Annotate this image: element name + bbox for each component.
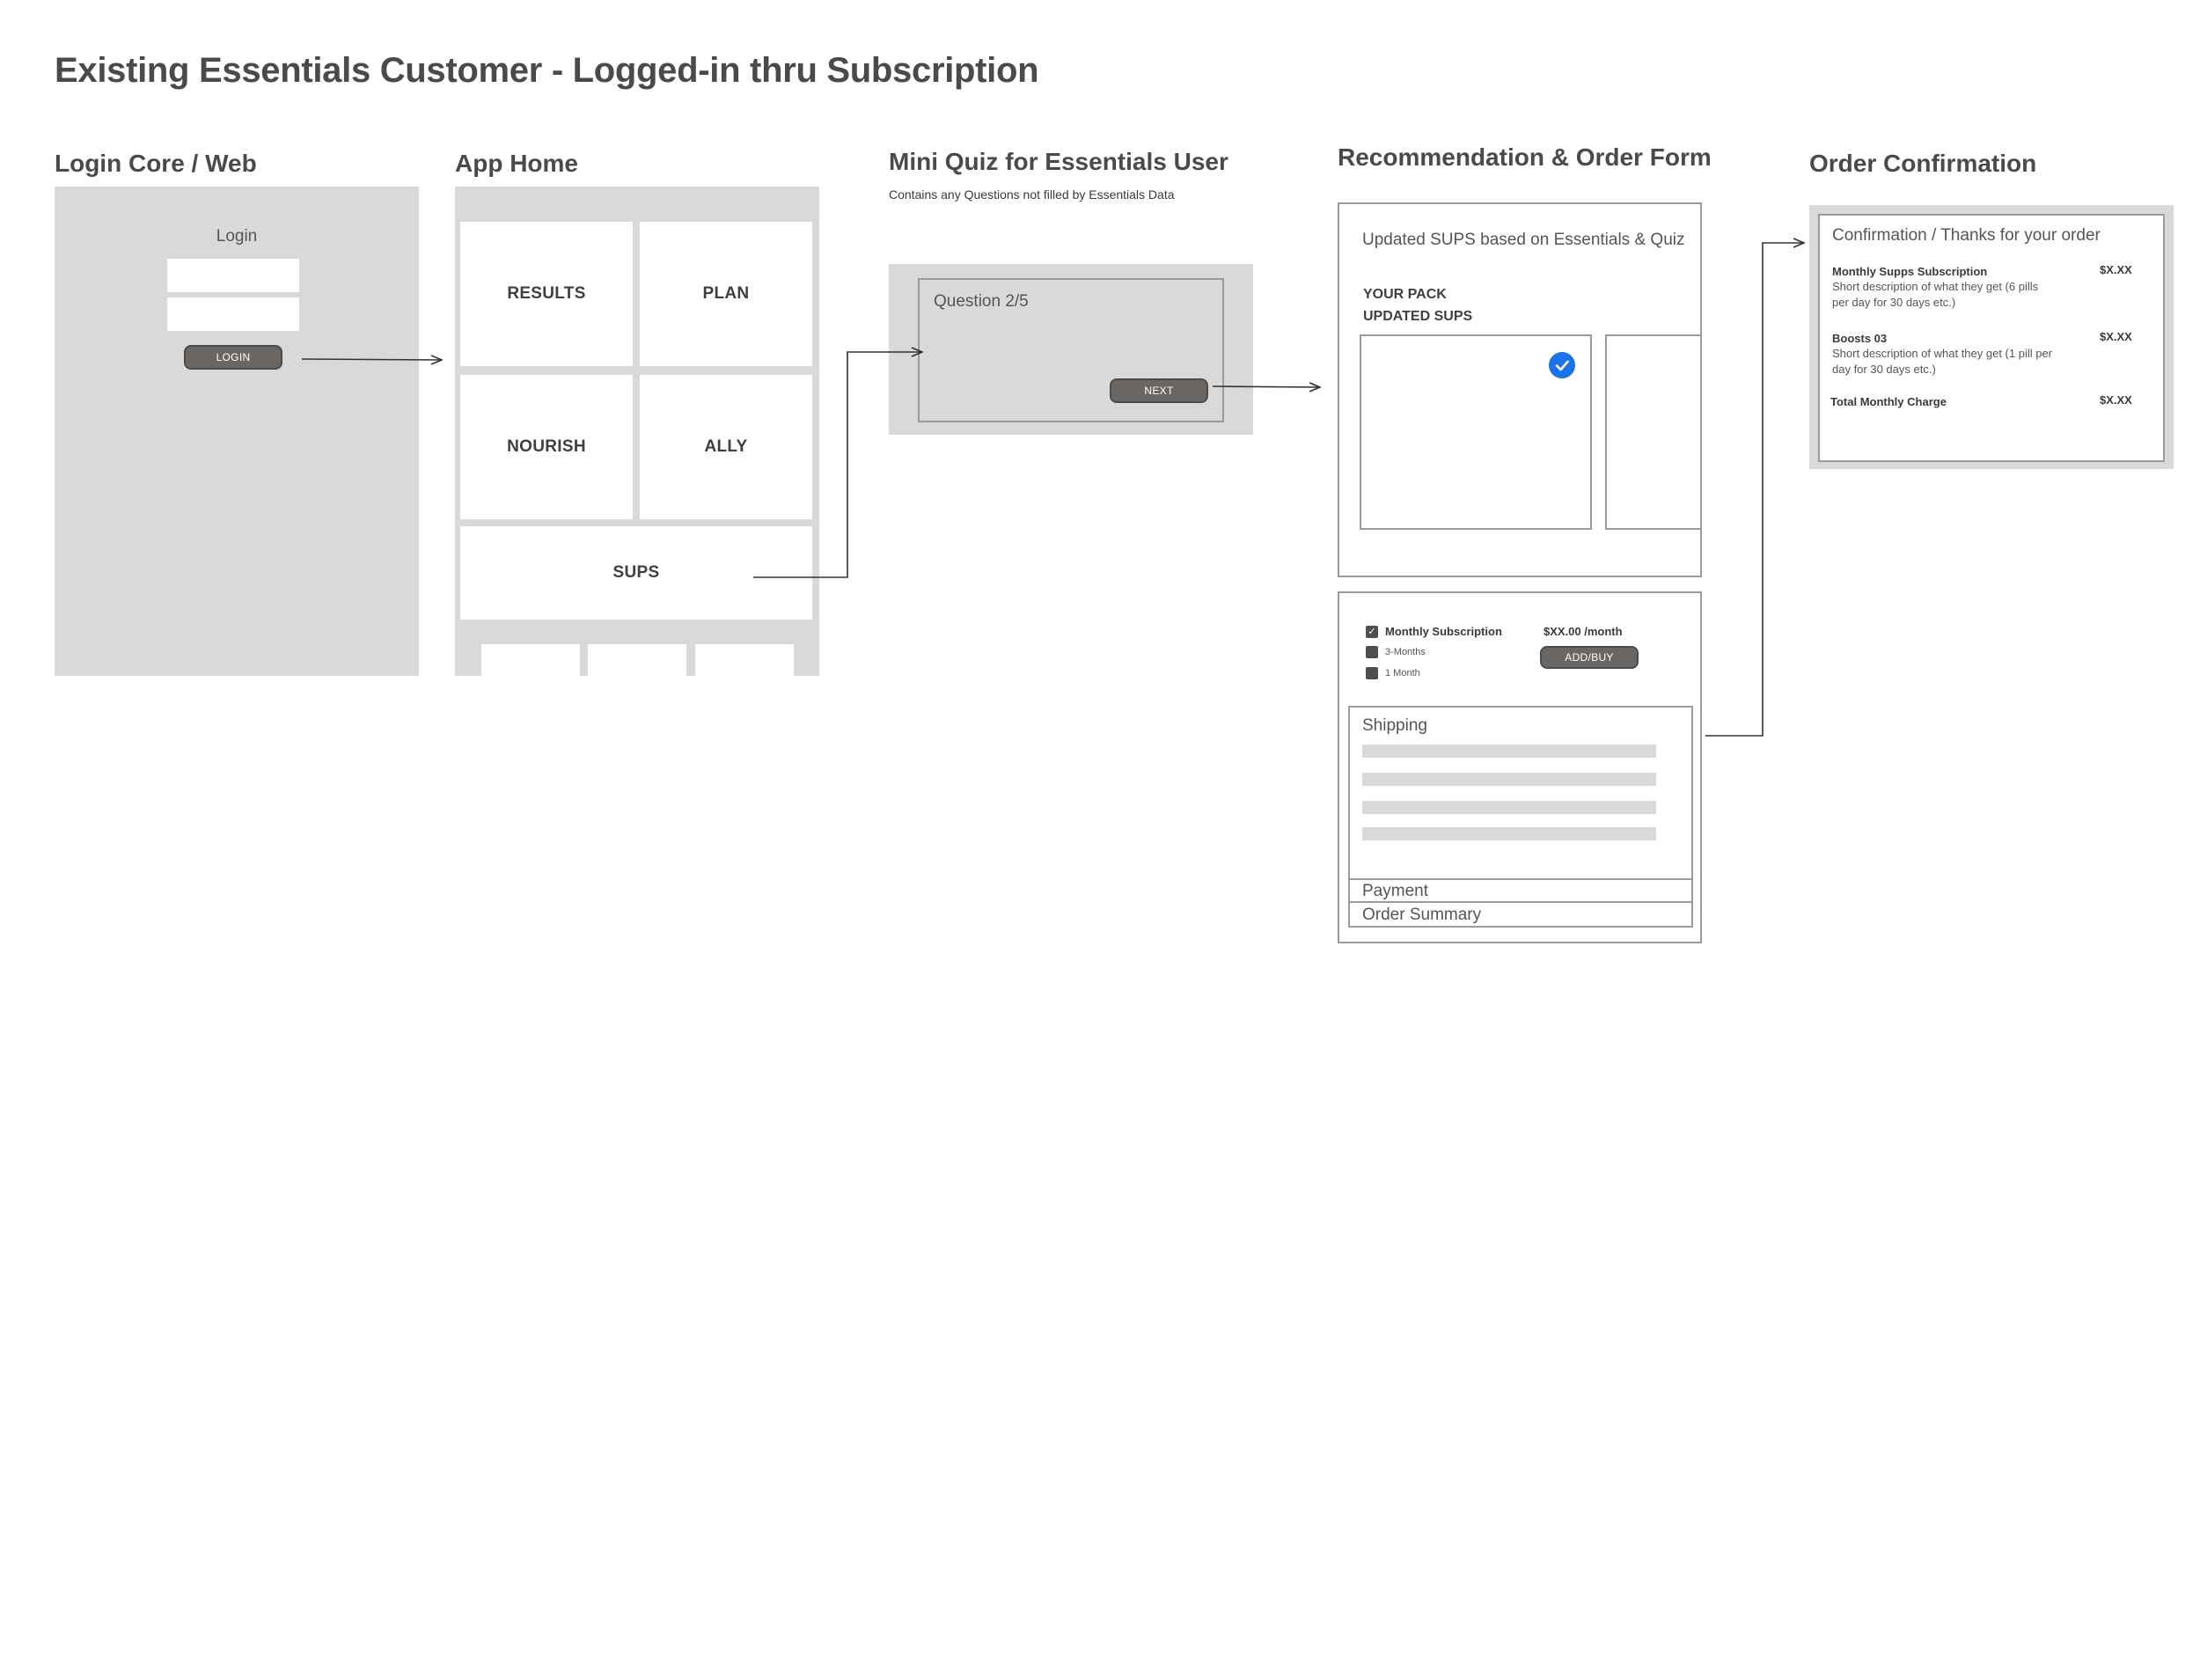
tile-results[interactable]: RESULTS <box>460 222 633 366</box>
item-price: $X.XX <box>2100 330 2132 343</box>
order-summary-label: Order Summary <box>1362 906 1482 924</box>
item-price: $X.XX <box>2100 263 2132 276</box>
payment-label: Payment <box>1362 882 1428 900</box>
tile-sups[interactable]: SUPS <box>460 526 812 620</box>
option-label: 3-Months <box>1385 647 1426 657</box>
tile-plan[interactable]: PLAN <box>640 222 812 366</box>
login-button[interactable]: LOGIN <box>184 345 282 370</box>
item-name: Monthly Supps Subscription <box>1832 265 1988 278</box>
next-button[interactable]: NEXT <box>1110 378 1208 403</box>
app-home-section-title: App Home <box>455 150 578 177</box>
item-description: Short description of what they get (1 pill per day for 30 days etc.) <box>1832 347 2053 376</box>
question-label: Question 2/5 <box>934 292 1029 311</box>
item-description: Short description of what they get (6 pills per day for 30 days etc.) <box>1832 280 2039 309</box>
your-pack-label: YOUR PACK <box>1363 287 1447 302</box>
quiz-section-title: Mini Quiz for Essentials User <box>889 148 1228 175</box>
option-label: Monthly Subscription <box>1385 625 1502 638</box>
confirmation-section-title: Order Confirmation <box>1809 150 2037 177</box>
price-label: $XX.00 /month <box>1544 625 1623 638</box>
tile-nourish[interactable]: NOURISH <box>460 375 633 519</box>
tile-ally[interactable]: ALLY <box>640 375 812 519</box>
quiz-subtitle: Contains any Questions not filled by Essentials Data <box>889 187 1175 202</box>
arrow-login-to-home <box>302 359 442 360</box>
item-name: Boosts 03 <box>1832 332 1888 345</box>
arrow-quiz-to-recommendation <box>1213 386 1320 387</box>
recommendation-section-title: Recommendation & Order Form <box>1338 143 1712 171</box>
page-title: Existing Essentials Customer - Logged-in thru Subscription <box>55 51 1039 90</box>
total-label: Total Monthly Charge <box>1830 395 1947 408</box>
option-label: 1 Month <box>1385 668 1420 679</box>
updated-sups-label: UPDATED SUPS <box>1363 309 1473 324</box>
checkbox-checked-icon[interactable]: ✓ <box>1366 626 1378 638</box>
confirmation-heading: Confirmation / Thanks for your order <box>1832 226 2101 245</box>
add-buy-button[interactable]: ADD/BUY <box>1540 646 1639 669</box>
recommendation-heading: Updated SUPS based on Essentials & Quiz <box>1362 231 1685 249</box>
arrow-order-to-confirmation <box>1705 243 1804 736</box>
login-heading: Login <box>216 227 258 246</box>
arrow-sups-to-quiz <box>753 352 922 577</box>
total-price: $X.XX <box>2100 393 2132 407</box>
login-section-title: Login Core / Web <box>55 150 257 177</box>
shipping-label: Shipping <box>1362 716 1427 735</box>
